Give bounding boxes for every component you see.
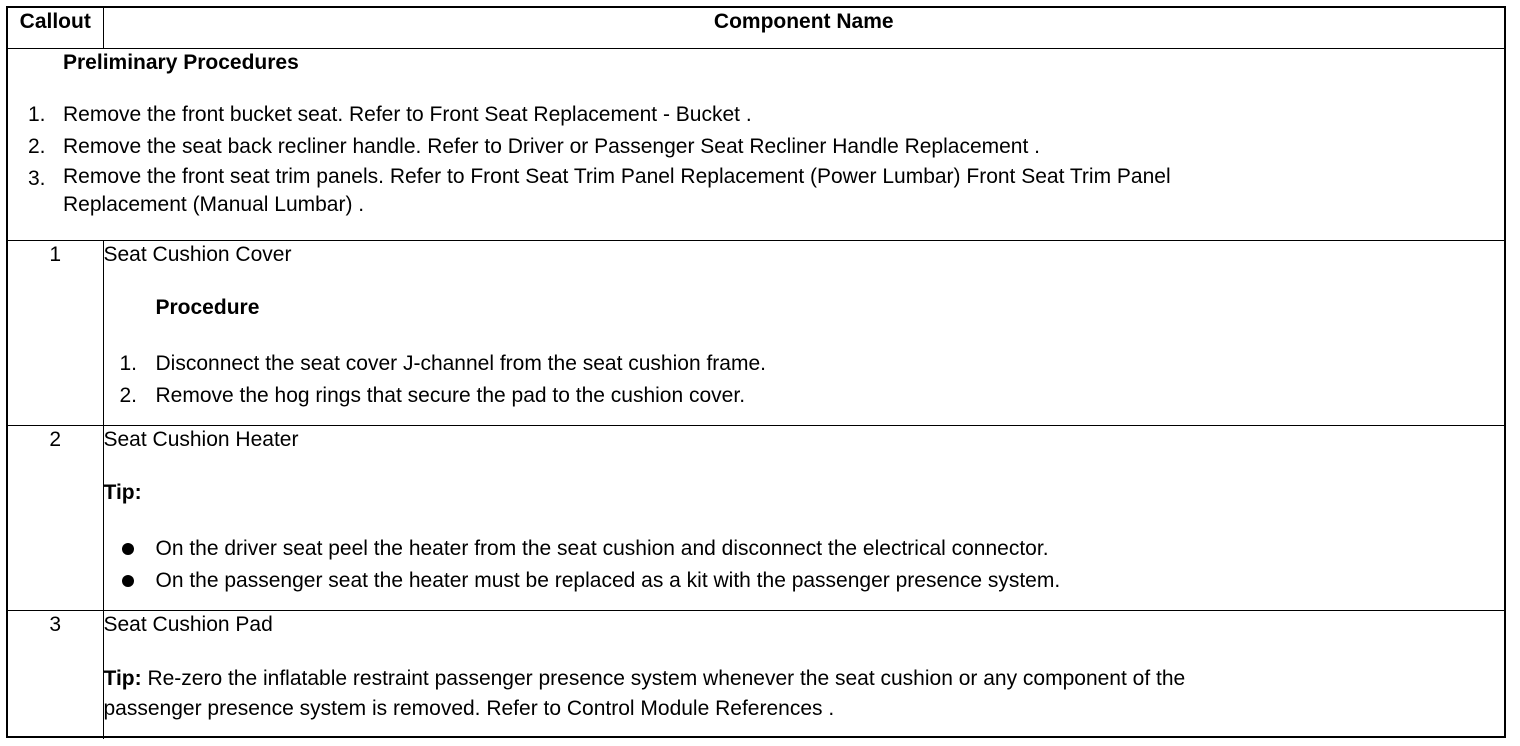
tip-bullet-list: [104, 533, 1505, 597]
callout-number: 3: [8, 611, 103, 739]
table-row: [8, 426, 1504, 611]
step-text: Remove the hog rings that secure the pad to the cushion cover.: [155, 384, 746, 407]
tip-bullet: [104, 565, 1505, 597]
preliminary-procedures-title: Preliminary Procedures: [63, 51, 299, 74]
table-header-row: [8, 8, 1504, 49]
tip-label: Tip:: [103, 481, 142, 504]
tip-paragraph: [104, 664, 1505, 724]
step-number: 1.: [28, 103, 46, 126]
table-row: [8, 611, 1504, 739]
procedure-step: [104, 380, 1505, 412]
component-name: Seat Cushion Heater: [103, 428, 299, 451]
step-number: 2.: [119, 384, 138, 407]
preliminary-step: [8, 131, 1504, 163]
component-name: Seat Cushion Cover: [103, 243, 292, 266]
component-cell: [103, 426, 1504, 611]
tip-bullet: [104, 533, 1505, 565]
procedure-steps-list: [104, 348, 1505, 412]
bullet-dot-icon: [122, 543, 134, 555]
procedure-step: [104, 348, 1505, 380]
component-name-column-header: Component Name: [103, 8, 1504, 49]
step-text-line-1: Remove the front seat trim panels. Refer to Front Seat Trim Panel Replacement (Power Lumbar) Front Seat Trim Panel: [63, 165, 1171, 188]
callout-number: 1: [8, 241, 103, 426]
preliminary-procedures-cell: [8, 49, 1504, 241]
step-text: Remove the seat back recliner handle. Refer to Driver or Passenger Seat Recliner Handle Replacement .: [63, 135, 1040, 158]
step-number: 3.: [28, 167, 46, 190]
procedure-table-container: [6, 6, 1506, 738]
step-text: Disconnect the seat cover J-channel from the seat cushion frame.: [155, 352, 766, 375]
component-cell: [103, 611, 1504, 739]
procedure-title: Procedure: [155, 296, 260, 319]
component-name: Seat Cushion Pad: [103, 613, 273, 636]
tip-label: Tip:: [103, 667, 142, 690]
preliminary-step: [8, 99, 1504, 131]
step-number: 2.: [28, 135, 46, 158]
bullet-dot-icon: [122, 575, 134, 587]
procedure-table: [8, 8, 1504, 739]
step-number: 1.: [119, 352, 138, 375]
preliminary-steps-list: [8, 99, 1504, 219]
callout-column-header: Callout: [8, 8, 103, 49]
component-cell: [103, 241, 1504, 426]
table-row: [8, 241, 1504, 426]
callout-number: 2: [8, 426, 103, 611]
preliminary-step: [8, 163, 1504, 219]
tip-text-line-1: Re-zero the inflatable restraint passenger presence system whenever the seat cushion or any component of the: [147, 667, 1186, 690]
step-text: Remove the front bucket seat. Refer to Front Seat Replacement - Bucket .: [63, 103, 752, 126]
preliminary-row: [8, 49, 1504, 241]
bullet-text: On the passenger seat the heater must be replaced as a kit with the passenger presence system.: [155, 569, 1061, 592]
step-text-line-2: Replacement (Manual Lumbar) .: [63, 193, 365, 216]
bullet-text: On the driver seat peel the heater from the seat cushion and disconnect the electrical connector.: [155, 537, 1049, 560]
tip-text-line-2: passenger presence system is removed. Refer to Control Module References .: [103, 697, 835, 720]
